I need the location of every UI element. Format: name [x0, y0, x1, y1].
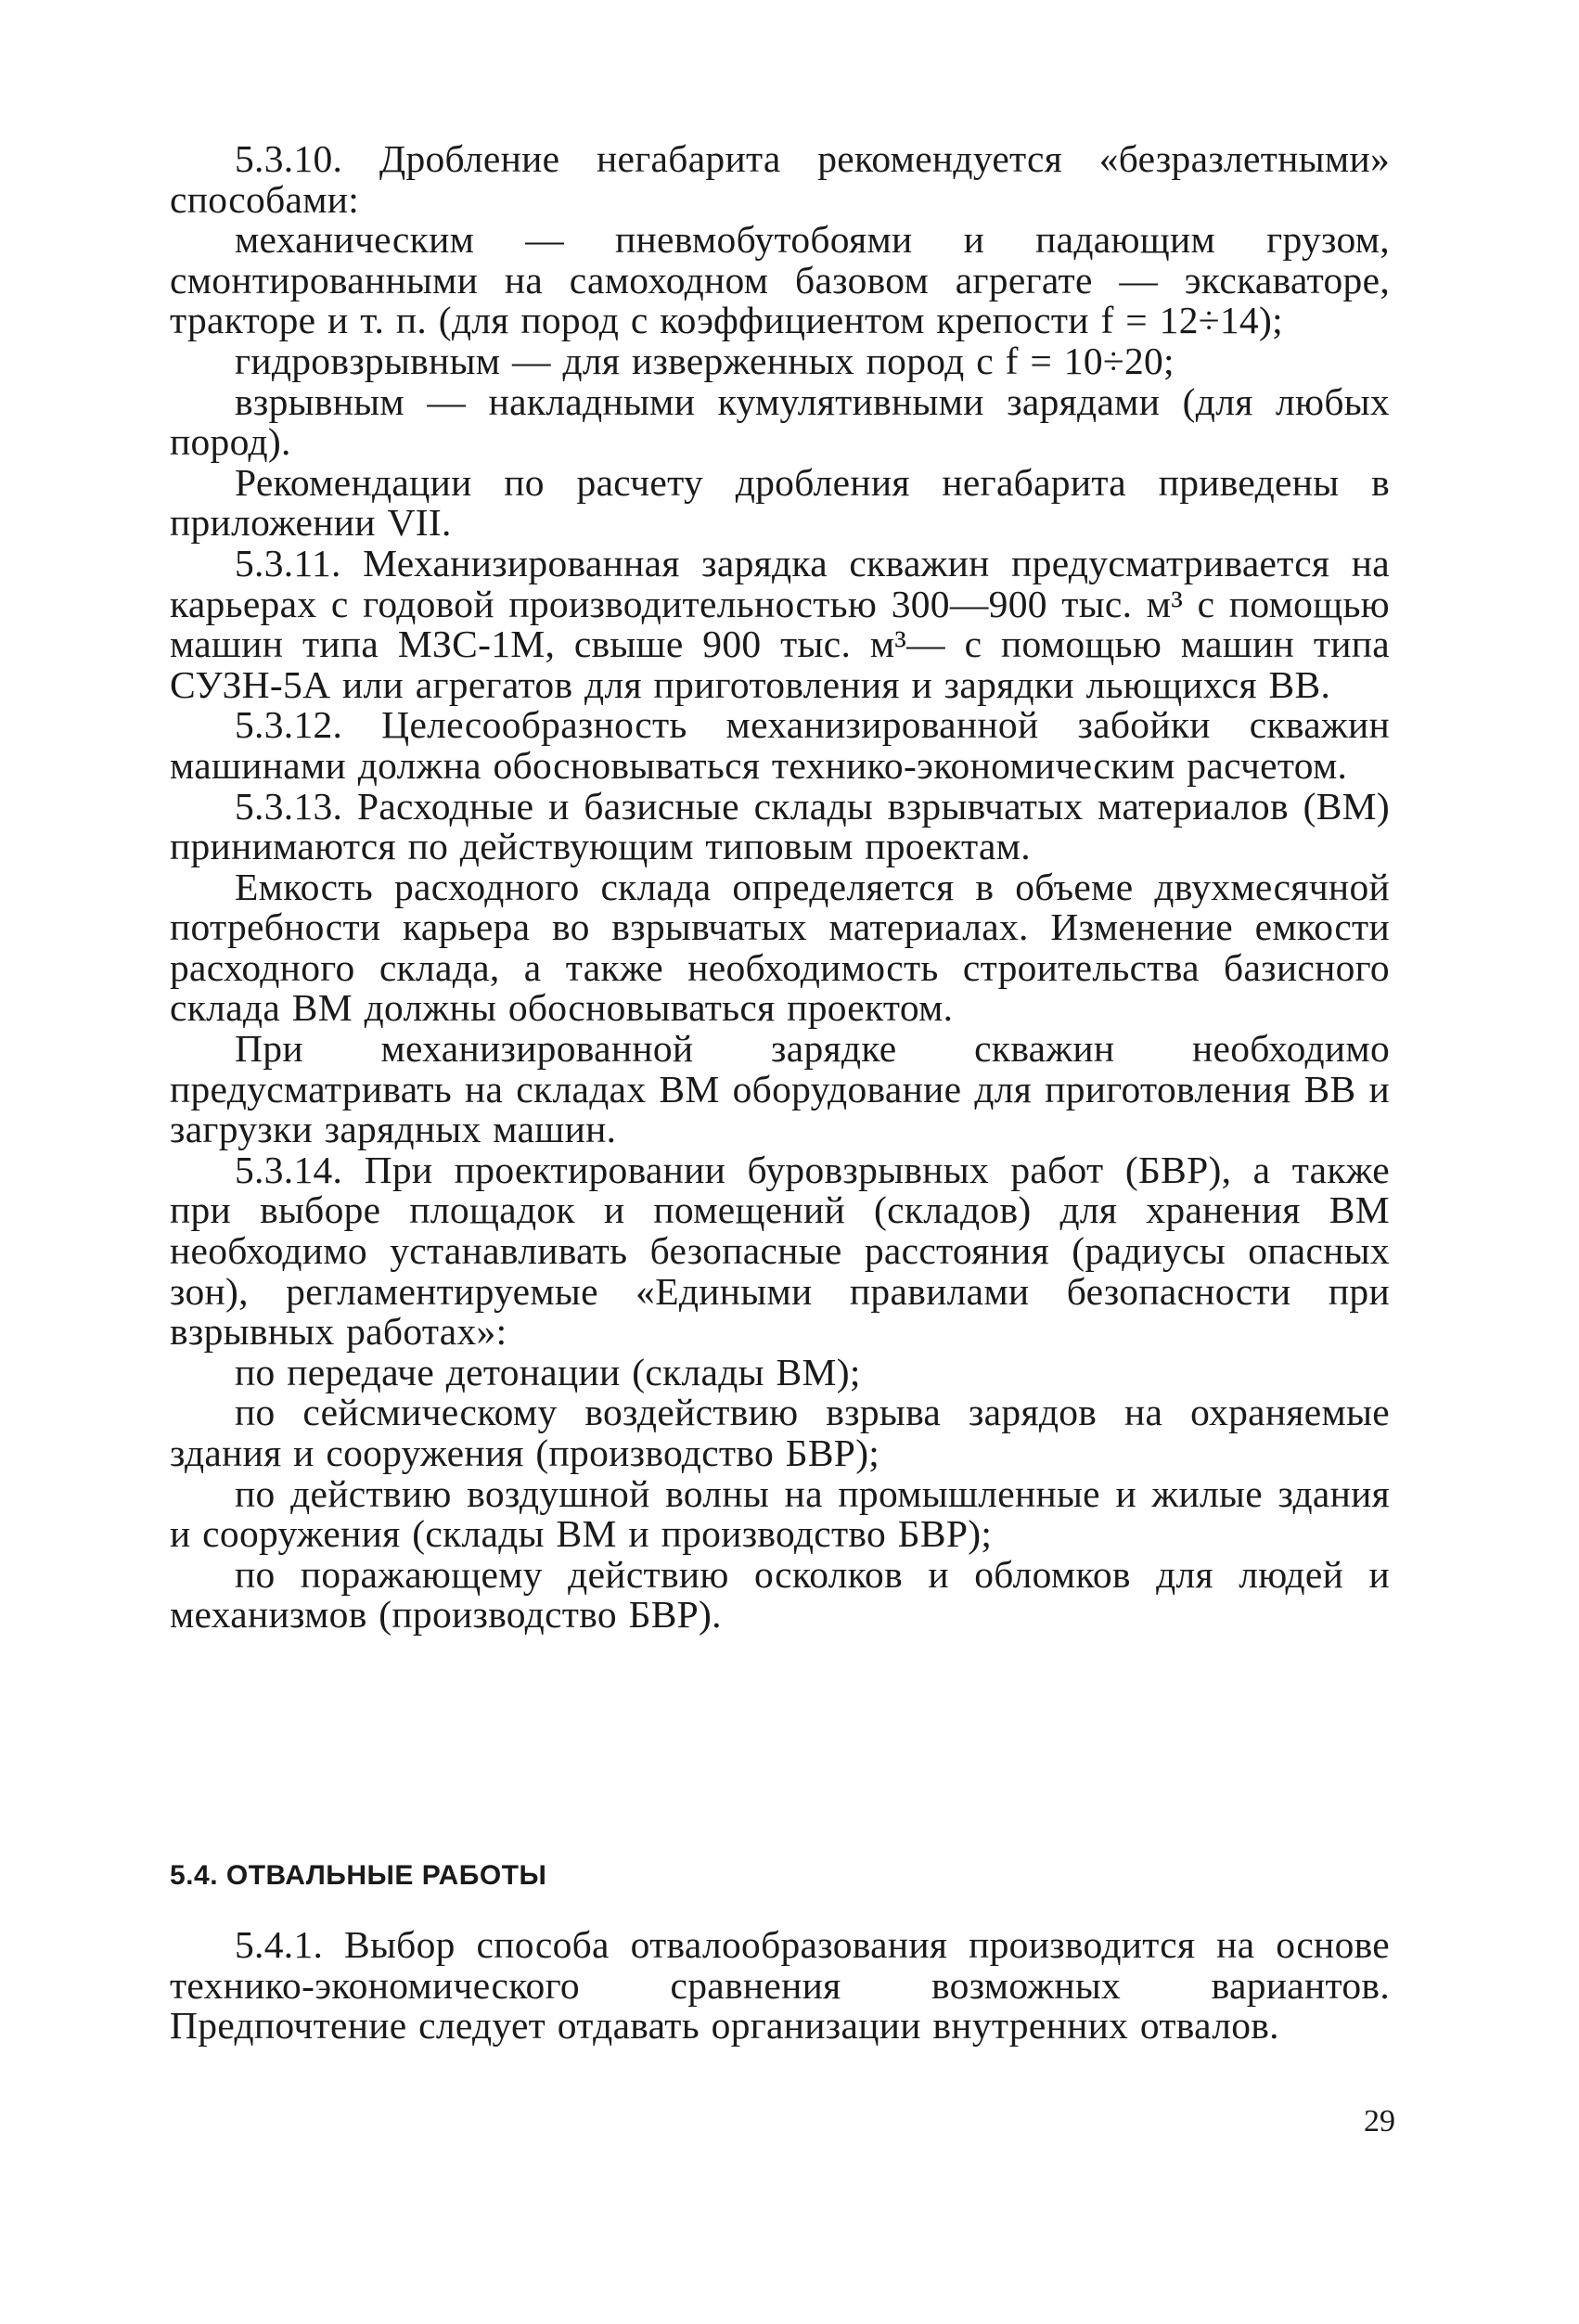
page-body	[170, 137, 1390, 2048]
paragraph-5-3-10: 5.3.10. Дробление негабарита рекомендуется «безразлетными» способами:	[170, 137, 1390, 221]
paragraph-5-3-11: 5.3.11. Механизированная зарядка скважин предусматривается на карьерах с годовой производительностью 300—900 тыс. м³ с помощью машин типа МЗС-1М, свыше 900 тыс. м³— с помощью машин типа СУЗН-5А или агрегатов для приготовления и зарядки льющихся ВВ.	[170, 541, 1390, 706]
paragraph-air-wave: по действию воздушной волны на промышленные и жилые здания и сооружения (склады ВМ и производство БВР);	[170, 1471, 1390, 1556]
paragraph-blast-method: взрывным — накладными кумулятивными зарядами (для любых пород).	[170, 379, 1390, 464]
paragraph-fragments: по поражающему действию осколков и обломков для людей и механизмов (производство БВР).	[170, 1552, 1390, 1637]
paragraph-5-3-14: 5.3.14. При проектировании буровзрывных работ (БВР), а также при выборе площадок и помещений (складов) для хранения ВМ необходимо устанавливать безопасные расстояния (радиусы опасных зон), регламентируемые «Едиными правилами безопасности при взрывных работах»:	[170, 1148, 1390, 1354]
paragraph-seismic-impact: по сейсмическому воздействию взрыва зарядов на охраняемые здания и сооружения (производство БВР);	[170, 1391, 1390, 1474]
section-5-4-body	[170, 1925, 1390, 2047]
paragraph-5-4-1: 5.4.1. Выбор способа отвалообразования производится на основе технико-экономического сравнения возможных вариантов. Предпочтение следует отдавать организации внутренних отвалов.	[170, 1923, 1390, 2048]
paragraph-detonation-transfer: по передаче детонации (склады ВМ);	[235, 1350, 861, 1393]
paragraph-storage-capacity: Емкость расходного склада определяется в объеме двухмесячной потребности карьера во взрывчатых материалах. Изменение емкости расходного склада, а также необходимость строительства базисного склада ВМ должны обосновываться проектом.	[170, 865, 1390, 1030]
paragraph-hydroblast-method: гидровзрывным — для изверженных пород с f = 10÷20;	[235, 339, 1175, 382]
paragraph-recommendations: Рекомендации по расчету дробления негабарита приведены в приложении VII.	[170, 460, 1390, 545]
section-heading-5-4: 5.4. ОТВАЛЬНЫЕ РАБОТЫ	[170, 1860, 547, 1891]
paragraph-mechanized-charging: При механизированной зарядке скважин необходимо предусматривать на складах ВМ оборудование для приготовления ВВ и загрузки зарядных машин.	[170, 1027, 1390, 1151]
paragraph-5-3-12: 5.3.12. Целесообразность механизированной забойки скважин машинами должна обосновываться технико-экономическим расчетом.	[170, 703, 1390, 787]
page-number: 29	[1364, 2104, 1395, 2138]
paragraph-5-3-13: 5.3.13. Расходные и базисные склады взрывчатых материалов (ВМ) принимаются по действующим типовым проектам.	[170, 784, 1390, 868]
paragraph-mechanical-method: механическим — пневмобутобоями и падающим грузом, смонтированными на самоходном базовом агрегате — экскаваторе, тракторе и т. п. (для пород с коэффициентом крепости f = 12÷14);	[170, 218, 1390, 342]
